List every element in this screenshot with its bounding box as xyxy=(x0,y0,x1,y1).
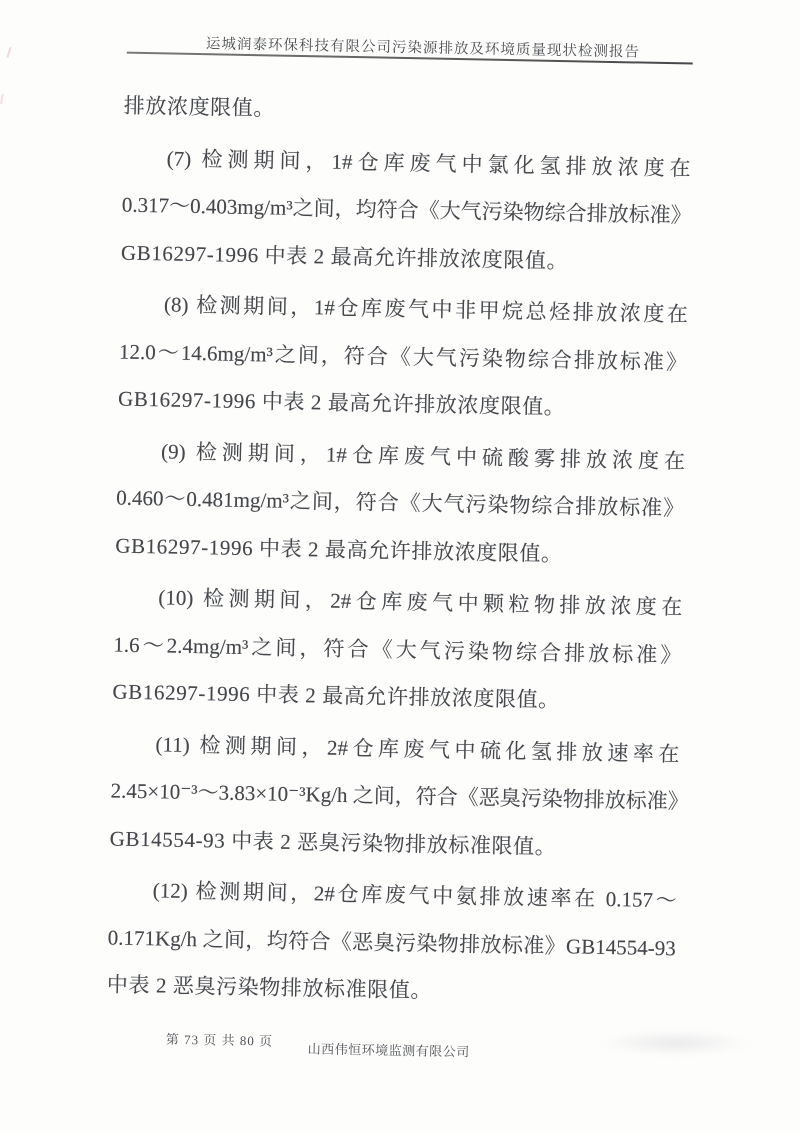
paragraph-11-line-1: (11) 检测期间，2#仓库废气中硫化氢排放速率在 xyxy=(155,731,680,766)
paragraph-12 xyxy=(106,866,677,1019)
paragraph-10-line-2: 1.6～2.4mg/m³之间，符合《大气污染物综合排放标准》 xyxy=(113,632,682,667)
paragraph-7-line-1: (7) 检测期间，1#仓库废气中氯化氢排放浓度在 xyxy=(166,145,691,181)
paragraph-12-line-1: (12) 检测期间，2#仓库废气中氨排放速率在 0.157～ xyxy=(152,878,677,913)
paragraph-10-line-3: GB16297-1996 中表 2 最高允许排放浓度限值。 xyxy=(112,679,561,713)
footer-page-number: 第 73 页 共 80 页 xyxy=(165,1031,274,1049)
paragraph-9 xyxy=(115,427,686,580)
paragraph-12-line-2: 0.171Kg/h 之间，均符合《恶臭污染物排放标准》GB14554-93 xyxy=(107,924,676,960)
paragraph-10 xyxy=(112,574,683,727)
paragraph-12-line-3: 中表 2 恶臭污染物排放标准限值。 xyxy=(106,972,433,1003)
paragraph-11 xyxy=(109,720,689,873)
paragraph-9-line-1: (9) 检测期间，1#仓库废气中硫酸雾排放浓度在 xyxy=(160,438,686,473)
paragraph-9-line-3: GB16297-1996 中表 2 最高允许排放浓度限值。 xyxy=(115,533,563,566)
paragraph-8-line-1: (8) 检测期间，1#仓库废气中非甲烷总烃排放浓度在 xyxy=(163,292,689,327)
paragraph-10-line-1: (10) 检测期间，2#仓库废气中颗粒物排放浓度在 xyxy=(158,585,683,620)
body-intro-line: 排放浓度限值。 xyxy=(123,93,276,121)
scan-artifact-pink-mark xyxy=(0,94,4,104)
paragraph-8-line-2: 12.0～14.6mg/m³之间，符合《大气污染物综合排放标准》 xyxy=(118,339,688,374)
paragraph-9-line-2: 0.460～0.481mg/m³之间，符合《大气污染物综合排放标准》 xyxy=(116,485,685,521)
paragraph-7-line-2: 0.317～0.403mg/m³之间，均符合《大气污染物综合排放标准》 xyxy=(121,192,692,228)
paragraph-8-line-3: GB16297-1996 中表 2 最高允许排放浓度限值。 xyxy=(117,386,566,420)
footer-company-name: 山西伟恒环境监测有限公司 xyxy=(307,1041,470,1060)
paragraph-11-line-3: GB14554-93 中表 2 恶臭污染物排放标准限值。 xyxy=(109,825,557,859)
scan-artifact-smudge xyxy=(600,1030,750,1056)
paragraph-8 xyxy=(118,281,689,434)
page-header-title: 运城润泰环保科技有限公司污染源排放及环境质量现状检测报告 xyxy=(205,36,641,61)
paragraph-7-line-3: GB16297-1996 中表 2 最高允许排放浓度限值。 xyxy=(120,240,569,273)
paragraph-7 xyxy=(121,134,692,287)
paragraph-11-line-2: 2.45×10⁻³～3.83×10⁻³Kg/h 之间，符合《恶臭污染物排放标准》 xyxy=(110,778,689,814)
report-body xyxy=(106,83,692,1020)
